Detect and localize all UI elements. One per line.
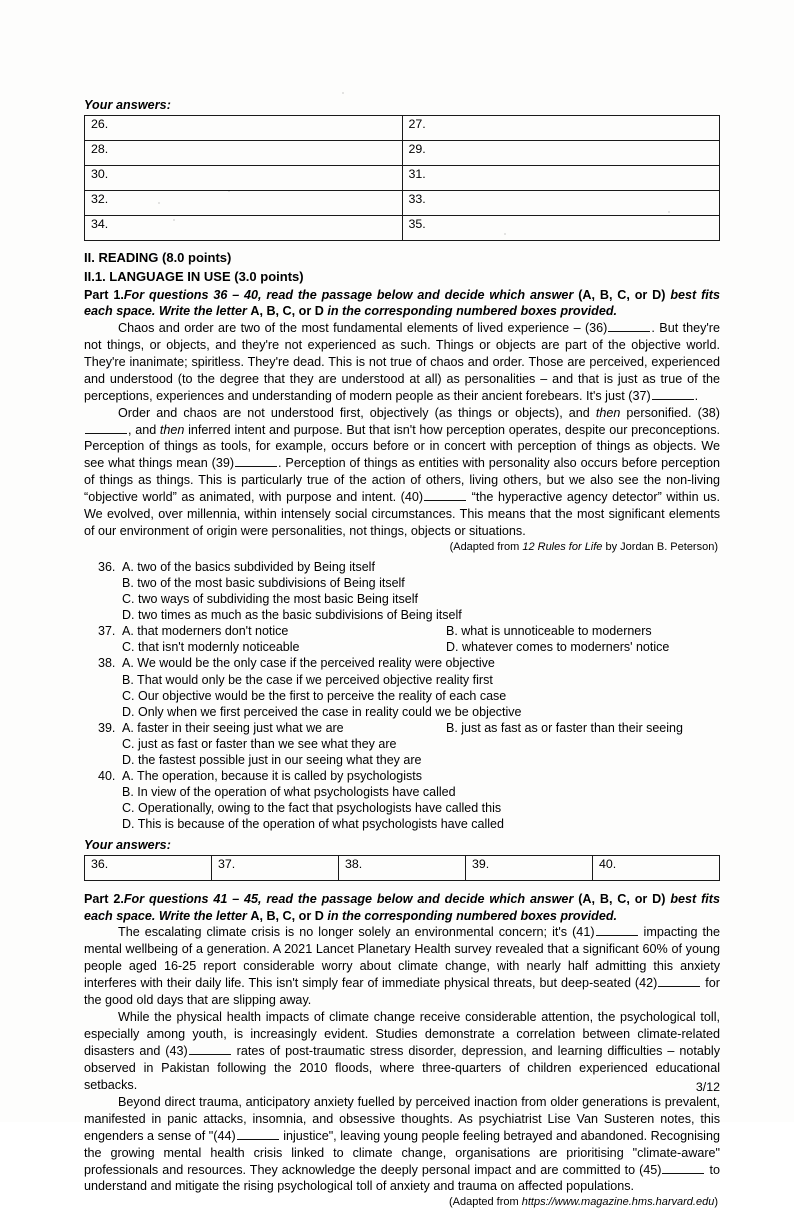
part2-passage-paragraph-2 xyxy=(84,1009,720,1094)
part1-questions xyxy=(84,559,720,832)
your-answers-label-1: Your answers: xyxy=(84,98,171,112)
credit-title: 12 Rules for Life xyxy=(522,541,603,554)
answer-cell-29[interactable]: 29. xyxy=(402,141,720,166)
blank-36[interactable] xyxy=(608,321,650,332)
answers-table-36-40 xyxy=(84,855,720,881)
option-c[interactable]: C. that isn't modernly noticeable xyxy=(122,640,300,655)
part1-instruction-italic-3: in the corresponding numbered boxes provided. xyxy=(323,304,618,319)
part1-instruction-italic-2: best fits each space. Write the letter xyxy=(84,287,720,319)
question-number: 36. xyxy=(98,560,116,575)
table-row xyxy=(85,216,720,241)
option-a[interactable]: A. We would be the only case if the perceived reality were objective xyxy=(122,656,495,671)
answer-cell-31[interactable]: 31. xyxy=(402,166,720,191)
answer-cell-26[interactable]: 26. xyxy=(85,116,403,141)
option-c[interactable]: C. just as fast or faster than we see what they are xyxy=(122,736,397,751)
passage-text: to understand and mitigate the rising psychological toll of anxiety and trauma on affected populations. xyxy=(84,1162,720,1194)
question-39 xyxy=(98,720,720,768)
answer-cell-36[interactable]: 36. xyxy=(85,856,212,881)
part2-source-credit xyxy=(84,1196,720,1208)
question-options xyxy=(122,720,720,768)
option-c[interactable]: C. Our objective would be the first to perceive the reality of each case xyxy=(122,688,507,703)
answer-cell-35[interactable]: 35. xyxy=(402,216,720,241)
table-row xyxy=(85,166,720,191)
passage-text: Beyond direct trauma, anticipatory anxiety fuelled by perceived inaction from older generations is prevalent, manifested in panic attacks, insomnia, and obsessive thoughts. As psychiatrist Lise Van Susteren notes, this engenders a sense of "(44) xyxy=(84,1094,720,1143)
question-38 xyxy=(98,655,720,719)
page-number-footer: 3/12 xyxy=(695,1080,720,1094)
credit-suffix: by Jordan B. Peterson) xyxy=(602,541,718,554)
passage-text: inferred intent and purpose. But that isn't how perception operates, despite our preconceptions. Perception of things as tools, for example, occurs before or in concert with perception of things as objects. We see what things mean (39) xyxy=(84,422,721,471)
passage-text: Chaos and order are two of the most fundamental elements of lived experience – (36) xyxy=(118,320,608,335)
answers-table-26-35 xyxy=(84,115,720,241)
passage-text: personified. (38) xyxy=(620,405,720,420)
option-b[interactable]: B. In view of the operation of what psychologists have called xyxy=(122,784,456,799)
blank-39[interactable] xyxy=(235,456,277,467)
question-number: 38. xyxy=(98,656,116,671)
option-d[interactable]: D. whatever comes to moderners' notice xyxy=(446,640,670,655)
question-options xyxy=(122,655,720,719)
option-b[interactable]: B. just as fast as or faster than their seeing xyxy=(446,720,683,735)
part2-instruction-italic-3: in the corresponding numbered boxes provided. xyxy=(323,908,618,923)
part1-source-credit xyxy=(84,541,720,553)
table-row xyxy=(85,141,720,166)
passage-text: . But they're not things, or objects, and they're not experienced as such. Things or objects are part of the objective world. They're inanimate; spiritless. They're dead. This is not true of chaos and order. Those are perceived, experienced and understood (to the degree that they are understood at all) as personalities – and that is just as true of the perceptions, experiences and understanding of modern people as their ancient forebears. It's just (37) xyxy=(84,320,721,403)
passage-text: , and xyxy=(128,422,160,437)
table-row xyxy=(85,191,720,216)
part1-instruction-choices-2: A, B, C, or D xyxy=(250,304,324,319)
blank-40[interactable] xyxy=(424,490,466,501)
question-40 xyxy=(98,768,720,832)
part1-instruction-choices-1: (A, B, C, or D) xyxy=(578,287,666,302)
answer-cell-27[interactable]: 27. xyxy=(402,116,720,141)
option-c[interactable]: C. two ways of subdividing the most basic Being itself xyxy=(122,592,418,607)
answer-cell-40[interactable]: 40. xyxy=(593,856,720,881)
blank-43[interactable] xyxy=(189,1044,231,1055)
answer-cell-32[interactable]: 32. xyxy=(85,191,403,216)
passage-text: for the good old days that are slipping away. xyxy=(84,976,721,1008)
your-answers-label-2: Your answers: xyxy=(84,838,171,853)
question-options xyxy=(122,559,720,623)
answer-cell-38[interactable]: 38. xyxy=(339,856,466,881)
section-heading-reading: II. READING (8.0 points) xyxy=(84,250,232,265)
option-a[interactable]: A. that moderners don't notice xyxy=(122,624,289,639)
question-number: 37. xyxy=(98,624,116,639)
option-a[interactable]: A. two of the basics subdivided by Being itself xyxy=(122,560,375,575)
part1-passage-paragraph-1 xyxy=(84,320,720,405)
passage-text: injustice", leaving young people feeling betrayed and abandoned. Recognising the growing mental health crisis linked to climate change, organisations are prioritising "climate-aware" professionals and resources. They acknowledge the deeply personal impact and are committed to (45) xyxy=(84,1128,720,1177)
passage-text: “the hyperactive agency detector” within us. We evolved, over millennia, within intensely social circumstances. This means that the most significant elements of our environment of origin were personalities, not things, objects or situations. xyxy=(84,490,720,539)
part2-passage-paragraph-3 xyxy=(84,1094,720,1196)
credit-url: https://www.magazine.hms.harvard.edu xyxy=(521,1196,715,1208)
option-d[interactable]: D. This is because of the operation of what psychologists have called xyxy=(122,817,504,832)
part2-instruction xyxy=(84,891,720,924)
option-a[interactable]: A. The operation, because it is called by psychologists xyxy=(122,768,422,783)
credit-prefix: (Adapted from xyxy=(448,1196,522,1208)
option-d[interactable]: D. the fastest possible just in our seeing what they are xyxy=(122,752,422,767)
question-number: 39. xyxy=(98,720,116,735)
question-options xyxy=(122,768,720,832)
question-36 xyxy=(98,559,720,623)
part2-instruction-italic-1: For questions 41 – 45, read the passage below and decide which answer xyxy=(123,892,579,907)
passage-emphasis-then: then xyxy=(159,422,185,437)
answer-cell-34[interactable]: 34. xyxy=(85,216,403,241)
passage-text: The escalating climate crisis is no longer solely an environmental concern; it's (41) xyxy=(118,925,595,940)
option-a[interactable]: A. faster in their seeing just what we are xyxy=(122,720,344,735)
table-row xyxy=(85,856,720,881)
option-b[interactable]: B. what is unnoticeable to moderners xyxy=(446,624,652,639)
question-options xyxy=(122,623,720,655)
answer-cell-30[interactable]: 30. xyxy=(85,166,403,191)
part2-lead: Part 2. xyxy=(84,892,124,907)
blank-45[interactable] xyxy=(662,1162,704,1173)
question-37 xyxy=(98,623,720,655)
option-b[interactable]: B. two of the most basic subdivisions of Being itself xyxy=(122,576,405,591)
credit-suffix: ) xyxy=(714,1196,718,1208)
passage-text: impacting the mental wellbeing of a generation. A 2021 Lancet Planetary Health survey revealed that a significant 60% of young people aged 16-25 report considerable worry about climate change, with nearly half admitting this anxiety interferes with their daily life. This isn't simply fear of immediate physical threats, but deep-seated (42) xyxy=(84,925,720,991)
part2-passage-paragraph-1 xyxy=(84,924,720,1009)
credit-prefix: (Adapted from xyxy=(449,541,523,554)
passage-text: Order and chaos are not understood first, objectively (as things or objects), and xyxy=(118,405,596,420)
option-d[interactable]: D. two times as much as the basic subdivisions of Being itself xyxy=(122,608,462,623)
blank-42[interactable] xyxy=(658,976,700,987)
question-number: 40. xyxy=(98,768,116,783)
part1-instruction xyxy=(84,287,720,320)
passage-text: . Perception of things as entities with personality also occurs before perception of things as things. This is particularly true of the action of others, living others, but we also see the non-living “objective world” as animated, with purpose and intent. (40) xyxy=(84,456,720,505)
passage-text: While the physical health impacts of climate change receive considerable attention, the psychological toll, especially among youth, is increasingly evident. Studies demonstrate a correlation between climate-related disasters and (43) xyxy=(84,1010,720,1058)
option-c[interactable]: C. Operationally, owing to the fact that psychologists have called this xyxy=(122,801,502,816)
section-heading-language-in-use: II.1. LANGUAGE IN USE (3.0 points) xyxy=(84,268,304,284)
page-content xyxy=(84,98,720,1208)
part2-instruction-italic-2: best fits each space. Write the letter xyxy=(84,892,720,923)
option-b[interactable]: B. That would only be the case if we perceived objective reality first xyxy=(122,672,493,687)
answer-cell-28[interactable]: 28. xyxy=(85,141,403,166)
answer-cell-37[interactable]: 37. xyxy=(212,856,339,881)
blank-37[interactable] xyxy=(652,388,694,399)
part2-instruction-choices-2: A, B, C, or D xyxy=(250,908,324,923)
answer-cell-33[interactable]: 33. xyxy=(402,191,720,216)
option-d[interactable]: D. Only when we first perceived the case in reality could we be objective xyxy=(122,704,522,719)
passage-text: rates of post-traumatic stress disorder, depression, and learning difficulties – notably observed in Pakistan following the 2010 floods, where three-quarters of children experienced educational setbacks. xyxy=(84,1043,720,1092)
part1-instruction-italic-1: For questions 36 – 40, read the passage below and decide which answer xyxy=(123,287,579,302)
blank-38[interactable] xyxy=(85,422,127,433)
part1-passage-paragraph-2 xyxy=(84,405,720,541)
blank-44[interactable] xyxy=(237,1128,279,1139)
part1-lead: Part 1. xyxy=(84,287,124,302)
blank-41[interactable] xyxy=(596,925,638,936)
passage-emphasis-then: then xyxy=(595,405,621,420)
table-row xyxy=(85,116,720,141)
part2-instruction-choices-1: (A, B, C, or D) xyxy=(578,892,666,907)
passage-text: . xyxy=(694,388,699,403)
answer-cell-39[interactable]: 39. xyxy=(466,856,593,881)
